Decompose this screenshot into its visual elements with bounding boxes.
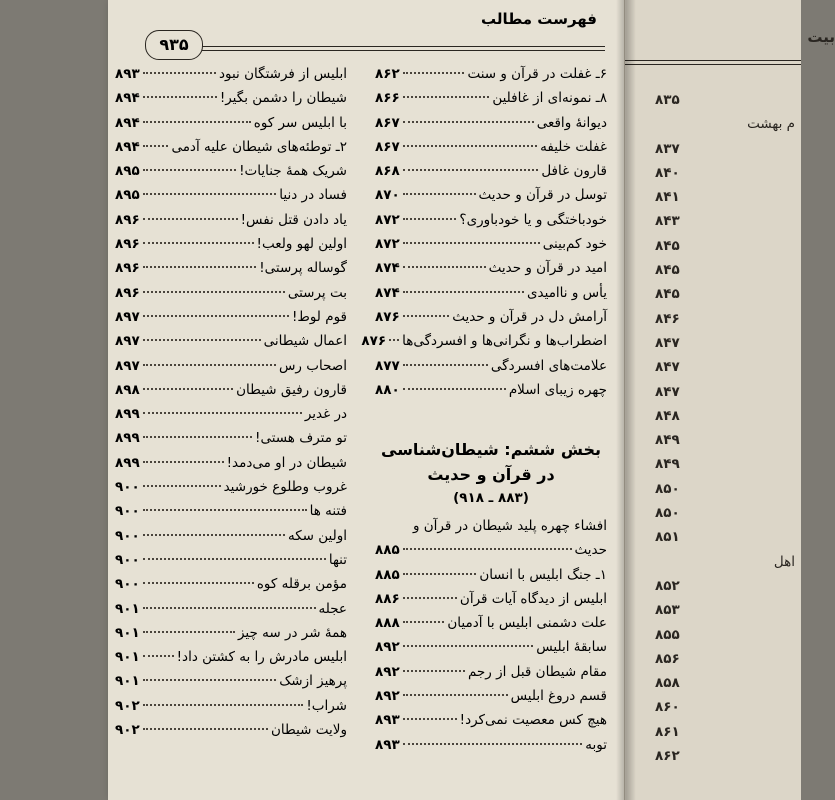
facing-page-number: ۸۴۸ bbox=[655, 407, 680, 424]
toc-entry-title: حدیث bbox=[574, 542, 607, 559]
facing-page-number: ۸۴۹ bbox=[655, 456, 680, 473]
toc-entry-page: ۸۶۶ bbox=[375, 90, 400, 107]
toc-entry bbox=[361, 333, 607, 357]
facing-page-entry bbox=[655, 384, 795, 408]
facing-page-entry bbox=[655, 408, 795, 432]
section-heading bbox=[375, 440, 607, 506]
toc-entry-title: خود کم‌بینی bbox=[542, 236, 607, 253]
section-page-range: (۸۸۳ ـ ۹۱۸) bbox=[453, 490, 529, 506]
toc-entry bbox=[115, 722, 347, 746]
toc-entry-page: ۹۰۱ bbox=[115, 649, 140, 666]
toc-entry-title: فتنه ها bbox=[309, 503, 347, 520]
toc-entry-page: ۸۹۵ bbox=[115, 187, 140, 204]
toc-entry-title: قوم لوط! bbox=[291, 308, 347, 325]
facing-page-number: ۸۴۵ bbox=[655, 262, 680, 279]
toc-entry bbox=[115, 455, 347, 479]
facing-page-entry bbox=[655, 699, 795, 723]
facing-page-entry bbox=[655, 481, 795, 505]
dot-leader bbox=[403, 645, 533, 647]
toc-entry-page: ۸۹۶ bbox=[115, 236, 140, 253]
toc-entry-page: ۸۹۲ bbox=[375, 688, 400, 705]
dot-leader bbox=[403, 315, 449, 317]
toc-entry-title: افشاء چهره پلید شیطان در قرآن و bbox=[412, 518, 607, 534]
dot-leader bbox=[403, 193, 476, 195]
toc-entry bbox=[375, 615, 607, 639]
toc-entry bbox=[375, 567, 607, 591]
facing-page-number: ۸۴۰ bbox=[655, 164, 680, 181]
toc-entry-title: تنها bbox=[328, 551, 347, 568]
toc-entry bbox=[375, 285, 607, 309]
facing-page-number: ۸۵۱ bbox=[655, 529, 680, 546]
toc-entry bbox=[115, 382, 347, 406]
facing-page-entry bbox=[655, 627, 795, 651]
toc-entry bbox=[375, 309, 607, 333]
toc-entry bbox=[375, 737, 607, 761]
facing-page-entry bbox=[655, 213, 795, 237]
facing-page-entry bbox=[655, 359, 795, 383]
toc-entry-title: فساد در دنیا bbox=[279, 187, 347, 204]
dot-leader bbox=[143, 388, 233, 390]
toc-entry-title: مقام شیطان قبل از رجم bbox=[467, 663, 607, 680]
facing-page-number: ۸۴۷ bbox=[655, 334, 680, 351]
facing-page-number: ۸۴۵ bbox=[655, 237, 680, 254]
toc-entry bbox=[375, 712, 607, 736]
toc-entry-title: خودباختگی و یا خودباوری؟ bbox=[459, 211, 607, 228]
section-heading-lead: بخش ششم: bbox=[504, 440, 601, 459]
toc-entry bbox=[375, 115, 607, 139]
toc-section-column bbox=[375, 518, 607, 761]
toc-entry-page: ۹۰۱ bbox=[115, 673, 140, 690]
toc-entry-title: هیچ کس معصیت نمی‌کرد! bbox=[459, 712, 607, 729]
toc-entry-title: علت دشمنی ابلیس با آدمیان bbox=[447, 615, 607, 632]
facing-page-entry bbox=[655, 92, 795, 116]
toc-entry bbox=[375, 591, 607, 615]
toc-entry-title: ۸ـ نمونه‌ای از غافلین bbox=[492, 90, 607, 107]
toc-entry bbox=[115, 187, 347, 211]
dot-leader bbox=[403, 548, 572, 550]
toc-entry-title: ولایت شیطان bbox=[270, 722, 347, 739]
toc-entry bbox=[115, 698, 347, 722]
toc-entry-page: ۹۰۲ bbox=[115, 697, 140, 714]
dot-leader bbox=[143, 242, 254, 244]
dot-leader bbox=[143, 534, 285, 536]
toc-entry-page: ۸۸۶ bbox=[375, 590, 400, 607]
toc-entry-title: اولین سکه bbox=[287, 527, 347, 544]
toc-entry bbox=[375, 542, 607, 566]
toc-entry-page: ۸۶۷ bbox=[375, 138, 400, 155]
facing-page-entry bbox=[655, 262, 795, 286]
toc-entry bbox=[115, 90, 347, 114]
toc-entry-page: ۸۷۴ bbox=[375, 284, 400, 301]
toc-entry-title: یاد دادن قتل نفس! bbox=[240, 211, 347, 228]
toc-entry bbox=[115, 309, 347, 333]
section-heading-title: شیطان‌شناسی bbox=[381, 440, 499, 459]
toc-entry-title: علامت‌های افسردگی bbox=[490, 357, 607, 374]
toc-entry bbox=[375, 66, 607, 90]
facing-page-entry bbox=[655, 675, 795, 699]
facing-page-entry bbox=[655, 554, 795, 578]
toc-entry-page: ۸۷۶ bbox=[375, 308, 400, 325]
facing-page-entry bbox=[655, 602, 795, 626]
dot-leader bbox=[403, 72, 465, 74]
dot-leader bbox=[403, 743, 583, 745]
toc-entry-title: اصحاب رس bbox=[278, 357, 347, 374]
toc-entry-page: ۸۶۷ bbox=[375, 114, 400, 131]
toc-entry-title: بت پرستی bbox=[287, 284, 347, 301]
facing-page-number: ۸۴۹ bbox=[655, 432, 680, 449]
dot-leader bbox=[143, 121, 251, 123]
toc-entry-page: ۹۰۱ bbox=[115, 624, 140, 641]
toc-entry-title: ابلیس از فرشتگان نبود bbox=[219, 66, 347, 82]
toc-entry bbox=[375, 260, 607, 284]
toc-right-column bbox=[361, 66, 607, 406]
toc-entry bbox=[375, 518, 607, 542]
toc-entry-page: ۸۹۸ bbox=[115, 381, 140, 398]
facing-page-entry bbox=[655, 456, 795, 480]
toc-entry-title: قسم دروغ ابلیس bbox=[510, 688, 607, 705]
toc-entry bbox=[115, 139, 347, 163]
toc-entry bbox=[375, 358, 607, 382]
toc-entry bbox=[115, 479, 347, 503]
toc-entry-title: ۱ـ جنگ ابلیس با انسان bbox=[479, 566, 607, 583]
toc-entry-title: ابلیس مادرش را به کشتن داد! bbox=[176, 649, 347, 666]
dot-leader bbox=[143, 655, 174, 657]
toc-entry bbox=[115, 430, 347, 454]
dot-leader bbox=[403, 145, 537, 147]
toc-entry bbox=[375, 664, 607, 688]
dot-leader bbox=[143, 315, 289, 317]
toc-entry-page: ۹۰۲ bbox=[115, 722, 140, 739]
facing-page-entry bbox=[655, 529, 795, 553]
toc-entry-page: ۸۸۵ bbox=[375, 542, 400, 559]
facing-page-number: ۸۵۲ bbox=[655, 577, 680, 594]
facing-page-number: ۸۵۰ bbox=[655, 480, 680, 497]
toc-entry-page: ۸۷۲ bbox=[375, 211, 400, 228]
toc-entry-title: پرهیز ازشک bbox=[279, 673, 347, 690]
toc-entry-page: ۸۷۴ bbox=[375, 260, 400, 277]
toc-entry bbox=[115, 285, 347, 309]
dot-leader bbox=[143, 509, 307, 511]
toc-left-column bbox=[115, 66, 347, 746]
facing-page-entry bbox=[655, 238, 795, 262]
dot-leader bbox=[403, 597, 457, 599]
toc-entry-page: ۸۹۹ bbox=[115, 406, 140, 423]
facing-page-number: ۸۴۳ bbox=[655, 213, 680, 230]
toc-entry-page: ۸۹۴ bbox=[115, 114, 140, 131]
toc-entry bbox=[115, 649, 347, 673]
facing-page-number: ۸۶۰ bbox=[655, 699, 680, 716]
facing-page-number: ۸۵۵ bbox=[655, 626, 680, 643]
toc-entry bbox=[115, 576, 347, 600]
facing-page-entry bbox=[655, 335, 795, 359]
toc-entry-page: ۹۰۰ bbox=[115, 551, 140, 568]
toc-entry-title: ابلیس از دیدگاه آیات قرآن bbox=[459, 590, 607, 607]
facing-page-number: ۸۵۶ bbox=[655, 650, 680, 667]
dot-leader bbox=[143, 266, 257, 268]
dot-leader bbox=[143, 339, 261, 341]
toc-entry-page: ۹۰۰ bbox=[115, 527, 140, 544]
toc-entry bbox=[375, 688, 607, 712]
facing-page-entry bbox=[655, 578, 795, 602]
toc-entry-page: ۸۷۶ bbox=[361, 333, 387, 350]
toc-entry bbox=[115, 163, 347, 187]
toc-entry-page: ۸۹۷ bbox=[115, 308, 140, 325]
toc-entry bbox=[375, 139, 607, 163]
toc-entry-title: ۶ـ غفلت در قرآن و سنت bbox=[467, 66, 607, 82]
facing-page-entry bbox=[655, 141, 795, 165]
facing-page-number: ۸۴۵ bbox=[655, 286, 680, 303]
dot-leader bbox=[143, 412, 302, 414]
toc-entry-page: ۸۹۲ bbox=[375, 663, 400, 680]
dot-leader bbox=[403, 718, 457, 720]
toc-entry-title: اعمال شیطانی bbox=[263, 333, 347, 350]
toc-entry-title: غروب وطلوع خورشید bbox=[223, 479, 347, 496]
toc-entry bbox=[115, 236, 347, 260]
facing-page-number: ۸۳۵ bbox=[655, 92, 680, 108]
dot-leader bbox=[403, 291, 524, 293]
toc-entry-page: ۸۹۷ bbox=[115, 333, 140, 350]
toc-entry-page: ۸۹۳ bbox=[115, 66, 140, 82]
facing-page-entry bbox=[655, 505, 795, 529]
toc-entry-title: تو مترف هستی! bbox=[255, 430, 347, 447]
toc-entry-title: چهره زیبای اسلام bbox=[508, 381, 607, 398]
toc-entry-page: ۸۹۳ bbox=[375, 736, 400, 753]
toc-entry-page: ۸۸۸ bbox=[375, 615, 400, 632]
facing-page-entry bbox=[655, 116, 795, 140]
toc-entry-title: غفلت خلیفه bbox=[540, 138, 607, 155]
toc-entry bbox=[115, 115, 347, 139]
dot-leader bbox=[403, 121, 534, 123]
dot-leader bbox=[143, 96, 217, 98]
toc-entry-page: ۹۰۰ bbox=[115, 479, 140, 496]
dot-leader bbox=[403, 621, 445, 623]
header-rule bbox=[175, 46, 605, 51]
page-header bbox=[145, 10, 605, 54]
dot-leader bbox=[403, 242, 540, 244]
facing-page-entry bbox=[655, 724, 795, 748]
toc-entry-title: شریک همهٔ جنایات! bbox=[239, 163, 347, 180]
dot-leader bbox=[143, 291, 285, 293]
facing-page-entry bbox=[655, 311, 795, 335]
dot-leader bbox=[143, 679, 276, 681]
toc-entry bbox=[115, 333, 347, 357]
dot-leader bbox=[403, 573, 477, 575]
toc-entry-page: ۸۷۷ bbox=[375, 357, 400, 374]
toc-entry bbox=[115, 212, 347, 236]
facing-page-number: ۸۴۷ bbox=[655, 359, 680, 376]
toc-entry-title: ۲ـ توطئه‌های شیطان علیه آدمی bbox=[171, 138, 347, 155]
toc-entry-page: ۸۷۰ bbox=[375, 187, 400, 204]
toc-entry-page: ۹۰۰ bbox=[115, 576, 140, 593]
dot-leader bbox=[389, 339, 399, 341]
facing-page-number: ۸۶۲ bbox=[655, 748, 680, 765]
toc-entry-page: ۸۶۸ bbox=[375, 163, 400, 180]
dot-leader bbox=[143, 461, 224, 463]
section-heading-subtitle: در قرآن و حدیث bbox=[427, 465, 555, 484]
page-number: ۹۳۵ bbox=[145, 30, 203, 60]
facing-page-number: ۸۵۸ bbox=[655, 675, 680, 692]
toc-entry-title: قارون رفیق شیطان bbox=[236, 381, 347, 398]
toc-entry-page: ۸۹۷ bbox=[115, 357, 140, 374]
toc-entry bbox=[375, 212, 607, 236]
toc-entry-title: شیطان در او می‌دمد! bbox=[226, 454, 347, 471]
facing-page-number: ۸۴۱ bbox=[655, 189, 680, 206]
dot-leader bbox=[143, 728, 268, 730]
toc-entry bbox=[115, 552, 347, 576]
dot-leader bbox=[143, 145, 169, 147]
toc-entry-page: ۸۹۴ bbox=[115, 138, 140, 155]
facing-page-text: م بهشت bbox=[747, 116, 795, 133]
facing-page-entries bbox=[655, 92, 795, 772]
facing-page-entry bbox=[655, 189, 795, 213]
dot-leader bbox=[403, 364, 488, 366]
facing-page-rule bbox=[625, 60, 801, 65]
facing-page-number: ۸۶۱ bbox=[655, 723, 680, 740]
toc-entry-page: ۸۹۲ bbox=[375, 639, 400, 656]
dot-leader bbox=[143, 364, 276, 366]
dot-leader bbox=[143, 169, 236, 171]
facing-page-number: ۸۵۳ bbox=[655, 602, 680, 619]
toc-entry bbox=[115, 625, 347, 649]
toc-entry bbox=[375, 90, 607, 114]
toc-entry-page: ۸۹۴ bbox=[115, 90, 140, 107]
toc-entry-page: ۸۹۹ bbox=[115, 454, 140, 471]
book-page-right bbox=[624, 0, 835, 800]
page-title: فهرست مطالب bbox=[481, 10, 597, 28]
toc-entry bbox=[375, 163, 607, 187]
toc-entry bbox=[115, 406, 347, 430]
toc-entry-title: قارون غافل bbox=[541, 163, 607, 180]
dot-leader bbox=[143, 607, 316, 609]
toc-entry-title: شراب! bbox=[306, 697, 347, 714]
toc-entry bbox=[375, 382, 607, 406]
toc-entry-title: توسل در قرآن و حدیث bbox=[478, 187, 607, 204]
toc-entry bbox=[375, 236, 607, 260]
dot-leader bbox=[143, 193, 277, 195]
toc-entry-title: یأس و ناامیدی bbox=[526, 284, 607, 301]
dot-leader bbox=[403, 670, 465, 672]
toc-entry bbox=[115, 66, 347, 90]
toc-entry-title: در غدیر bbox=[304, 406, 347, 423]
toc-entry-page: ۸۹۳ bbox=[375, 712, 400, 729]
toc-entry-title: توبه bbox=[585, 736, 607, 753]
toc-entry-title: شیطان را دشمن بگیر! bbox=[219, 90, 347, 107]
toc-entry-title: اضطراب‌ها و نگرانی‌ها و افسردگی‌ها bbox=[402, 333, 607, 350]
facing-page-number: ۸۴۶ bbox=[655, 310, 680, 327]
toc-entry bbox=[115, 358, 347, 382]
dot-leader bbox=[403, 266, 486, 268]
facing-page-text: اهل bbox=[773, 553, 795, 570]
toc-entry-title: با ابلیس سر کوه bbox=[253, 114, 347, 131]
dot-leader bbox=[403, 169, 539, 171]
toc-entry-title: آرامش دل در قرآن و حدیث bbox=[452, 308, 607, 325]
toc-entry-title: گوساله پرستی! bbox=[259, 260, 347, 277]
toc-entry bbox=[115, 673, 347, 697]
dot-leader bbox=[403, 218, 457, 220]
facing-page-entry bbox=[655, 286, 795, 310]
toc-entry-title: امید در قرآن و حدیث bbox=[488, 260, 607, 277]
dot-leader bbox=[143, 582, 254, 584]
facing-page-entry bbox=[655, 432, 795, 456]
dot-leader bbox=[143, 72, 216, 74]
facing-page-number: ۸۴۷ bbox=[655, 383, 680, 400]
toc-entry-title: دیوانهٔ واقعی bbox=[536, 114, 607, 131]
toc-entry-page: ۸۹۹ bbox=[115, 430, 140, 447]
facing-page-number: ۸۵۰ bbox=[655, 505, 680, 522]
toc-entry-title: مؤمن برقله کوه bbox=[256, 576, 347, 593]
toc-entry bbox=[115, 528, 347, 552]
facing-page-entry bbox=[655, 748, 795, 772]
toc-entry-title: اولین لهو ولعب! bbox=[256, 236, 347, 253]
toc-entry-page: ۸۸۰ bbox=[375, 381, 400, 398]
dot-leader bbox=[143, 218, 238, 220]
toc-entry-page: ۸۹۵ bbox=[115, 163, 140, 180]
facing-page-number: ۸۳۷ bbox=[655, 140, 680, 157]
toc-entry bbox=[375, 187, 607, 211]
facing-page-entry bbox=[655, 165, 795, 189]
toc-entry bbox=[115, 601, 347, 625]
toc-entry-title: عجله bbox=[318, 600, 347, 617]
dot-leader bbox=[403, 694, 508, 696]
toc-entry bbox=[375, 639, 607, 663]
dot-leader bbox=[143, 558, 326, 560]
facing-page-entry bbox=[655, 651, 795, 675]
toc-entry-page: ۸۶۲ bbox=[375, 66, 400, 82]
dot-leader bbox=[143, 631, 235, 633]
toc-entry-page: ۸۷۲ bbox=[375, 236, 400, 253]
facing-page-header: بیت bbox=[807, 28, 835, 46]
toc-entry bbox=[115, 260, 347, 284]
toc-entry-page: ۸۹۶ bbox=[115, 260, 140, 277]
toc-entry-page: ۹۰۱ bbox=[115, 600, 140, 617]
toc-entry-page: ۸۹۶ bbox=[115, 211, 140, 228]
toc-entry-page: ۸۸۵ bbox=[375, 566, 400, 583]
toc-entry-page: ۹۰۰ bbox=[115, 503, 140, 520]
toc-entry-title: همهٔ شر در سه چیز bbox=[237, 624, 347, 641]
dot-leader bbox=[403, 96, 490, 98]
toc-entry bbox=[115, 503, 347, 527]
dot-leader bbox=[143, 704, 304, 706]
toc-entry-page: ۸۹۶ bbox=[115, 284, 140, 301]
toc-entry-title: سابقهٔ ابلیس bbox=[536, 639, 607, 656]
dot-leader bbox=[143, 436, 252, 438]
dot-leader bbox=[403, 388, 506, 390]
dot-leader bbox=[143, 485, 221, 487]
